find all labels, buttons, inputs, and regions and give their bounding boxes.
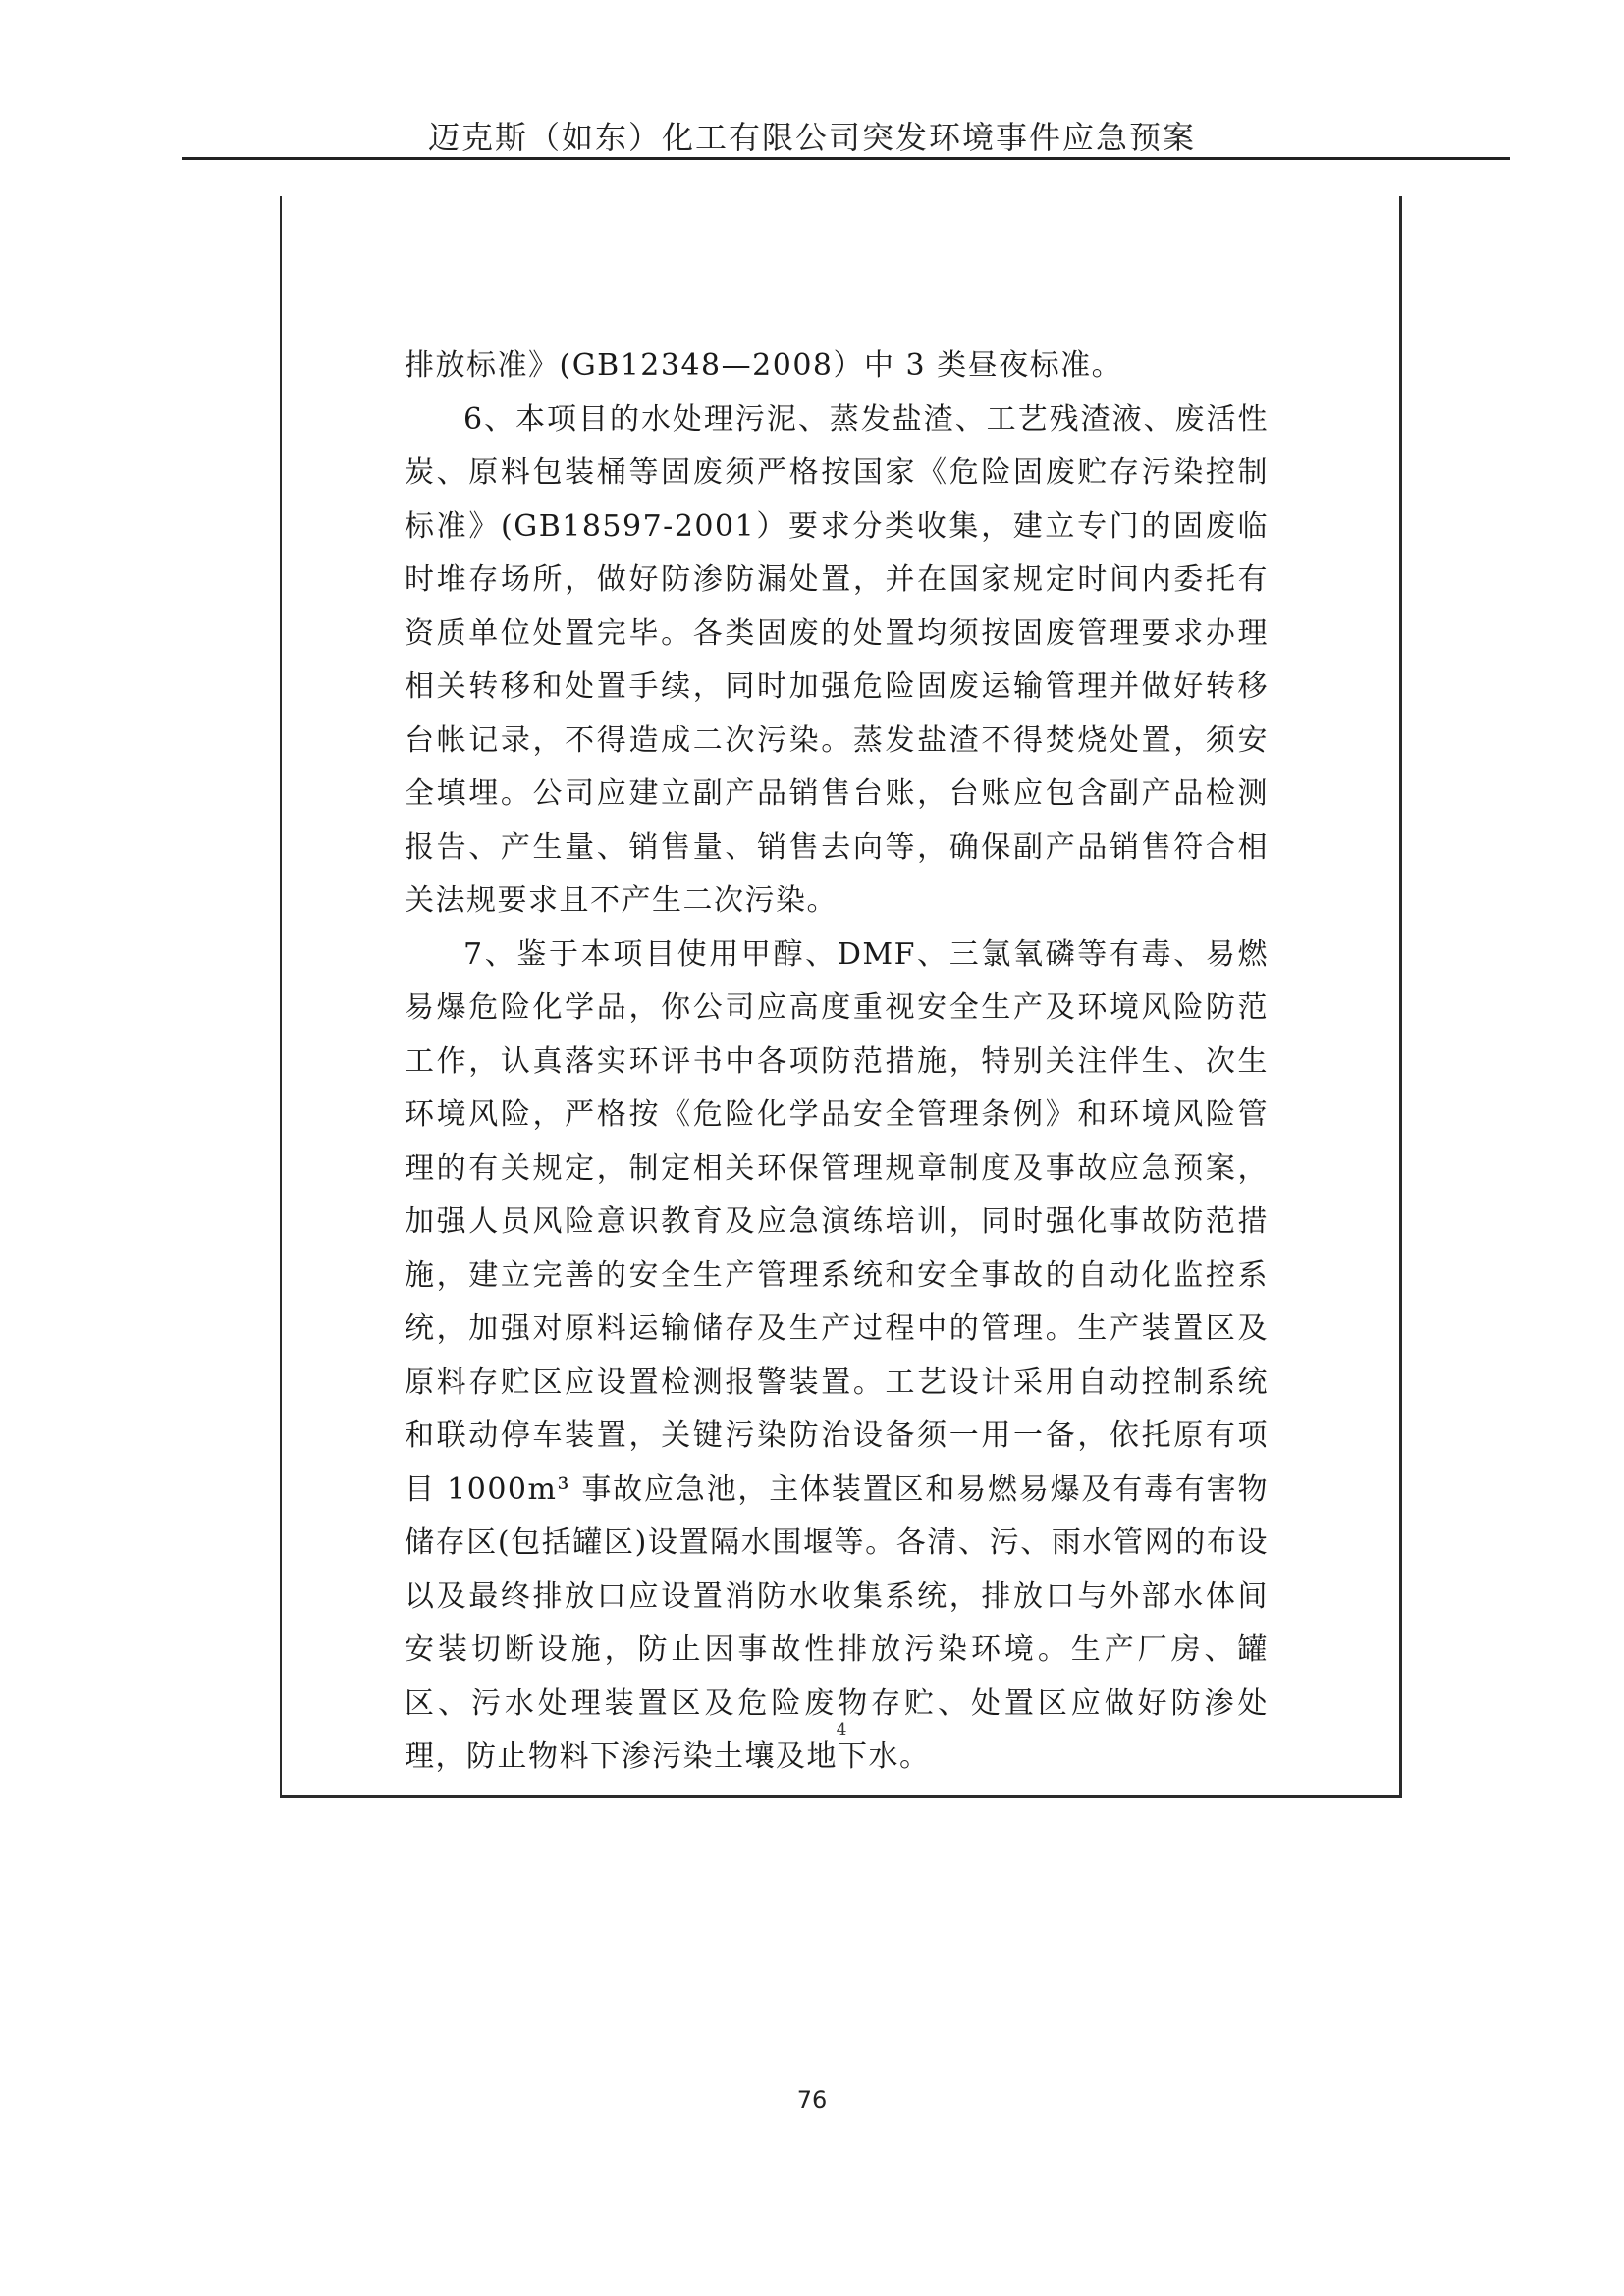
page-number: 76 [796,2086,828,2113]
header-divider [182,157,1510,160]
scanned-page-number: 4 [836,1720,847,1739]
scanned-page-body [405,340,1269,1785]
paragraph-continuation: 排放标准》(GB12348—2008）中 3 类昼夜标准。 [405,348,1123,383]
paragraph-item-7: 7、鉴于本项目使用甲醇、DMF、三氯氧磷等有毒、易燃易爆危险化学品，你公司应高度重视安全生产及环境风险防范工作，认真落实环评书中各项防范措施，特别关注伴生、次生环境风险，严格按《危险化学品安全管理条例》和环境风险管理的有关规定，制定相关环保管理规章制度及事故应急预案，加强人员风险意识教育及应急演练培训，同时强化事故防范措施，建立完善的安全生产管理系统和安全事故的自动化监控系统，加强对原料运输储存及生产过程中的管理。生产装置区及原料存贮区应设置检测报警装置。工艺设计采用自动控制系统和联动停车装置，关键污染防治设备须一用一备，依托原有项目 1000m³ 事故应急池，主体装置区和易燃易爆及有毒有害物储存区(包括罐区)设置隔水围堰等。各清、污、雨水管网的布设以及最终排放口应设置消防水收集系统，排放口与外部水体间安装切断设施，防止因事故性排放污染环境。生产厂房、罐区、污水处理装置区及危险废物存贮、处置区应做好防渗处理，防止物料下渗污染土壤及地下水。 [405,936,1269,1774]
paragraph-item-6: 6、本项目的水处理污泥、蒸发盐渣、工艺残渣液、废活性炭、原料包装桶等固废须严格按国家《危险固废贮存污染控制标准》(GB18597-2001）要求分类收集，建立专门的固废临时堆存场所，做好防渗防漏处置，并在国家规定时间内委托有资质单位处置完毕。各类固废的处置均须按固废管理要求办理相关转移和处置手续，同时加强危险固废运输管理并做好转移台帐记录，不得造成二次污染。蒸发盐渣不得焚烧处置，须安全填埋。公司应建立副产品销售台账，台账应包含副产品检测报告、产生量、销售量、销售去向等，确保副产品销售符合相关法规要求且不产生二次污染。 [405,401,1269,918]
document-header-title: 迈克斯（如东）化工有限公司突发环境事件应急预案 [427,119,1196,156]
